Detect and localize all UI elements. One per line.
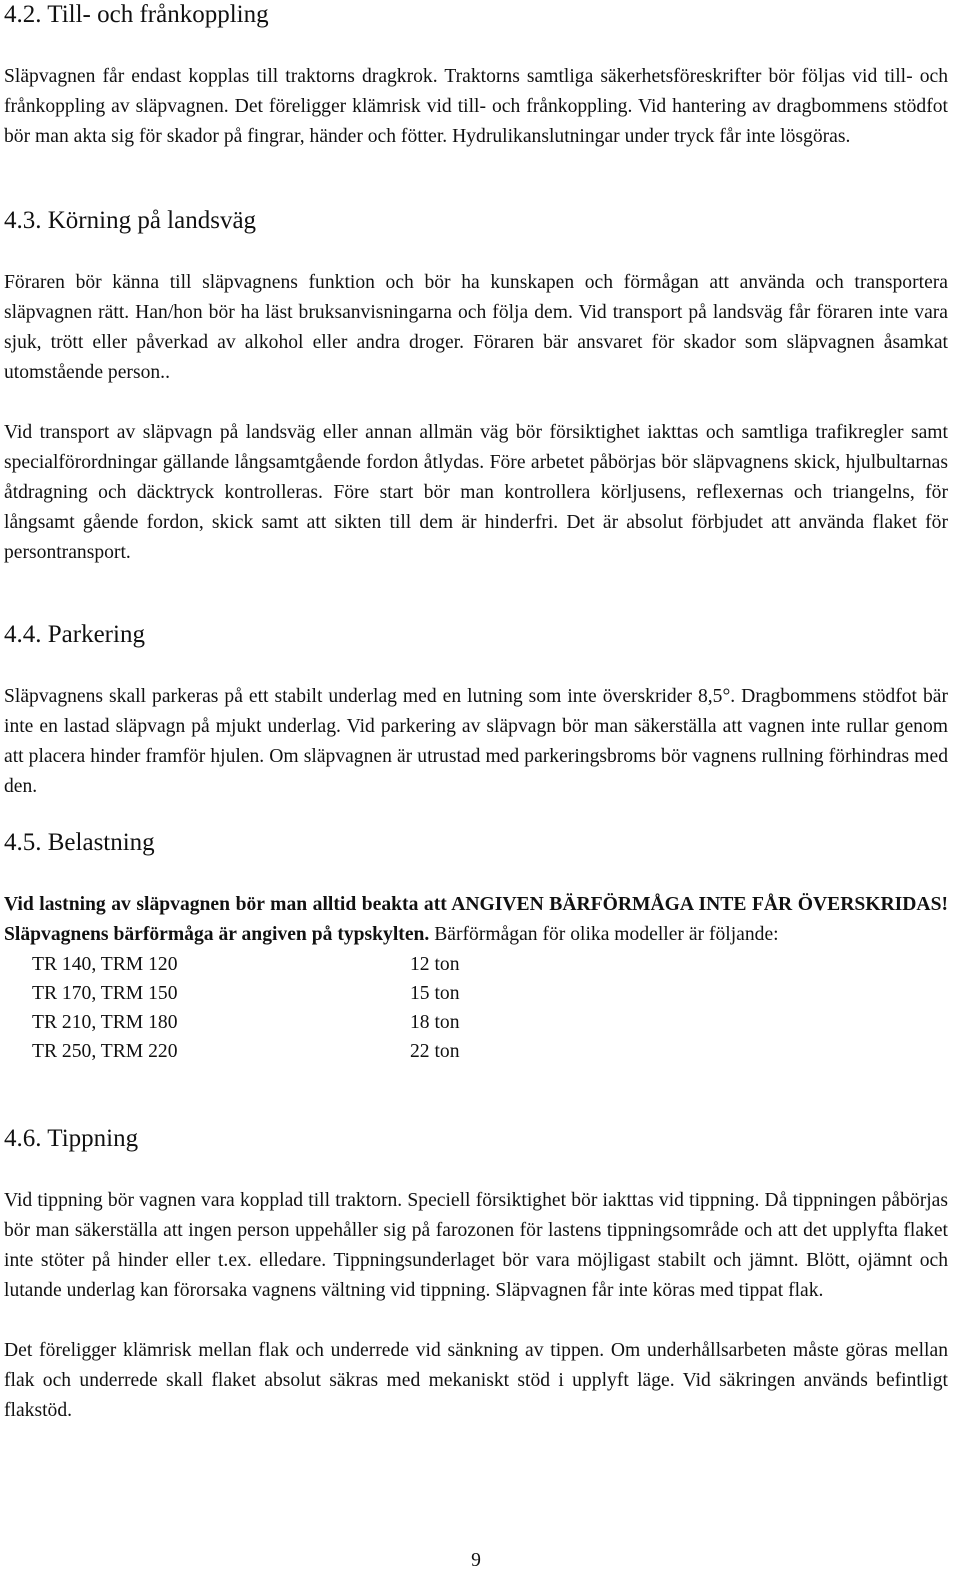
model-cell: TR 210, TRM 180 [32,1012,178,1033]
loading-warning: Vid lastning av släpvagnen bör man alltid beakta att ANGIVEN BÄRFÖRMÅGA INTE FÅR ÖVERSKRIDAS! Släpvagnens bärförmåga är angiven på typskylten. [4,894,948,945]
paragraph-loading [4,890,948,950]
section-4-5 [4,828,948,1066]
paragraph-pinch-risk: Det föreligger klämrisk mellan flak och underrede vid sänkning av tippen. Om underhållsarbeten måste göras mellan flak och underrede skall flaket absolut säkras med mekaniskt stöd i upplyft läge. Vid säkringen används befintligt flakstöd. [4,1340,948,1421]
page-number: 9 [471,1550,481,1571]
table-row [32,979,460,1008]
model-cell: TR 140, TRM 120 [32,954,178,975]
section-heading-4-6: 4.6. Tippning [4,1125,139,1152]
paragraph-driver: Föraren bör känna till släpvagnens funktion och bör ha kunskapen och förmågan att använda och transportera släpvagnen rätt. Han/hon bör ha läst bruksanvisningarna och följa dem. Vid transport på landsväg får föraren inte vara sjuk, trött eller påverkad av alkohol eller andra droger. Föraren bär ansvaret för skador som släpvagnen åsamkat utomstående person.. [4,272,948,383]
paragraph-tipping: Vid tippning bör vagnen vara kopplad till traktorn. Speciell försiktighet bör iakttas vid tippning. Då tippningen påbörjas bör man säkerställa att ingen person uppehåller sig på farozonen för lastens tippningsområde och att det upplyfta flaket inte stöter på hinder eller t.ex. elledare. Tippningsunderlaget bör vara möjligast stabilt och jämnt. Blött, ojämnt och lutande underlag kan förorsaka vagnens vältning vid tippning. Släpvagnen får inte köras med tippat flak. [4,1190,948,1301]
table-row [32,1008,460,1037]
model-cell: TR 170, TRM 150 [32,983,178,1004]
capacity-cell: 22 ton [410,1041,460,1062]
section-4-2 [4,0,948,152]
capacity-cell: 15 ton [410,983,460,1004]
capacity-table [32,950,460,1066]
capacity-cell: 18 ton [410,1012,460,1033]
paragraph-parking: Släpvagnens skall parkeras på ett stabilt underlag med en lutning som inte överskrider 8,5°. Dragbommens stödfot bär inte en lastad släpvagn på mjukt underlag. Vid parkering av släpvagn bör man säkerställa att vagnen inte rullar genom att placera hinder framför hjulen. Om släpvagnen är utrustad med parkeringsbroms bör vagnens rullning förhindras med den. [4,686,948,797]
section-heading-4-4: 4.4. Parkering [4,621,145,648]
table-row [32,950,460,979]
model-cell: TR 250, TRM 220 [32,1041,178,1062]
section-heading-4-5: 4.5. Belastning [4,829,155,856]
section-4-6 [4,1124,948,1426]
loading-intro: Bärförmågan för olika modeller är följande: [429,924,779,945]
section-heading-4-2: 4.2. Till- och frånkoppling [4,1,269,28]
paragraph-coupling: Släpvagnen får endast kopplas till traktorns dragkrok. Traktorns samtliga säkerhetsföreskrifter bör följas vid till- och frånkoppling av släpvagnen. Det föreligger klämrisk vid till- och frånkoppling. Vid hantering av dragbommens stödfot bör man akta sig för skador på fingrar, händer och fötter. Hydrulikanslutningar under tryck får inte lösgöras. [4,66,948,147]
paragraph-road-transport: Vid transport av släpvagn på landsväg eller annan allmän väg bör försiktighet iakttas och samtliga trafikregler samt specialförordningar gällande långsamtgående fordon åtlydas. Före arbetet påbörjas bör släpvagnens skick, hjulbultarnas åtdragning och däcktryck kontrolleras. Före start bör man kontrollera körljusens, reflexernas och triangelns, för långsamt gående fordon, skick samt att sikten till dem är hinderfri. Det är absolut förbjudet att använda flaket för persontransport. [4,422,948,563]
section-4-3 [4,206,948,568]
section-4-4 [4,620,948,802]
table-row [32,1037,460,1066]
capacity-cell: 12 ton [410,954,460,975]
section-heading-4-3: 4.3. Körning på landsväg [4,207,257,234]
